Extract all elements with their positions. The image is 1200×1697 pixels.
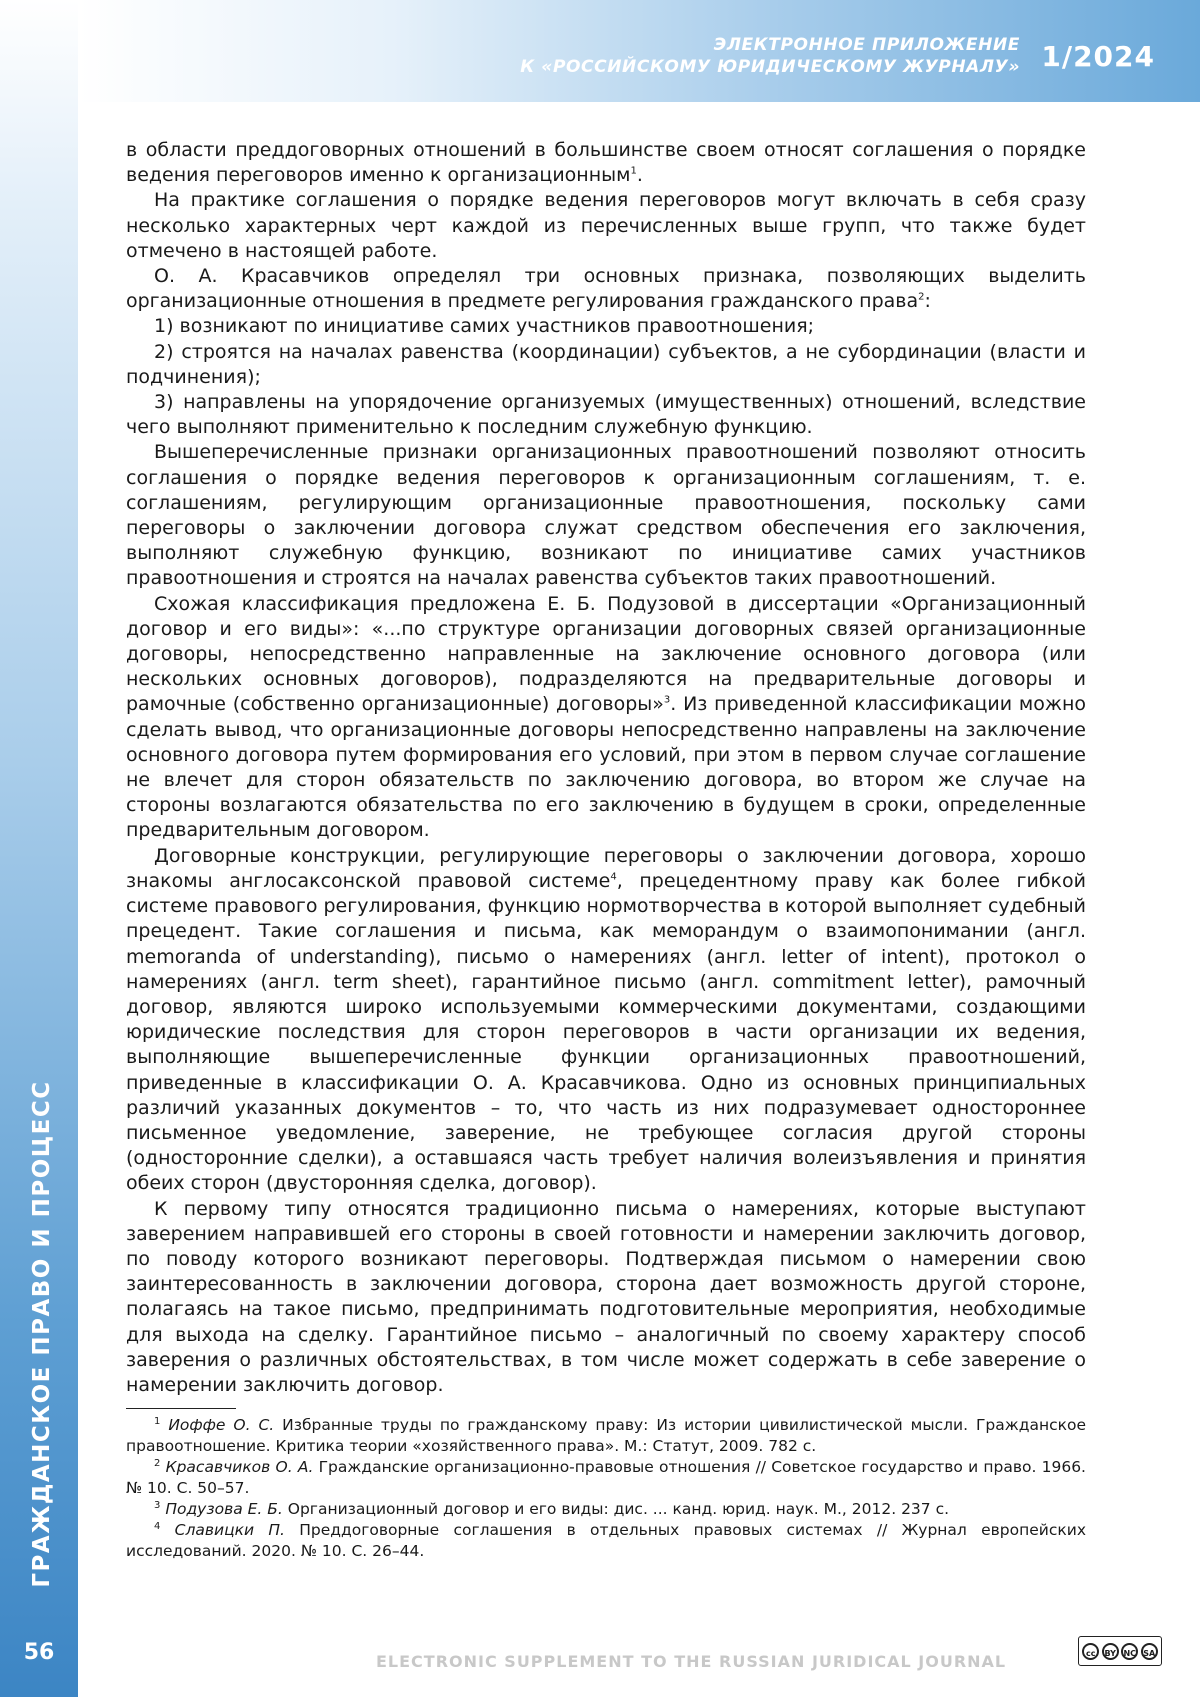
paragraph-5 xyxy=(126,592,1086,844)
paragraph-1-text: в области преддоговорных отношений в большинстве своем относят соглашения о порядке ведения переговоров именно к организационным xyxy=(126,139,1086,186)
footnote-3-author: Подузова Е. Б. xyxy=(165,1500,283,1518)
paragraph-1-end: . xyxy=(637,164,643,186)
footnote-1 xyxy=(126,1415,1086,1457)
paragraph-5-text-a: Схожая классификация предложена Е. Б. Подузовой в диссертации «Организационный договор и его виды»: «...по структуре организации договорных связей организационные договоры, непосредственно направленные на заключение основного договора (или нескольких основных договоров), подразделяются на предварительные договоры и рамочные (собственно организационные) договоры» xyxy=(126,593,1086,716)
section-title: ГРАЖДАНСКОЕ ПРАВО И ПРОЦЕСС xyxy=(22,1064,62,1604)
cc-icon: cc xyxy=(1082,1643,1099,1660)
footnote-1-text: Избранные труды по гражданскому праву: Из истории цивилистической мысли. Гражданское правоотношение. Критика теории «хозяйственного права». М.: Статут, 2009. 782 с. xyxy=(126,1416,1086,1455)
nc-icon: NC xyxy=(1121,1643,1138,1660)
list-item-2: 2) строятся на началах равенства (координации) субъектов, а не субординации (власти и подчинения); xyxy=(126,340,1086,390)
footnote-ref-1[interactable]: 1 xyxy=(630,166,636,177)
footnote-4-num: 4 xyxy=(154,1521,160,1532)
footnote-3 xyxy=(126,1499,1086,1520)
footnote-divider xyxy=(126,1408,236,1409)
paragraph-4: Вышеперечисленные признаки организационных правоотношений позволяют относить соглашения о порядке ведения переговоров к организационным соглашениям, т. е. соглашениям, регулирующим организационные правоотношения, поскольку сами переговоры о заключении договора служат средством обеспечения его заключения, выполняют служебную функцию, возникают по инициативе самих участников правоотношения и строятся на началах равенства субъектов таких правоотношений. xyxy=(126,440,1086,591)
paragraph-3-text: О. А. Красавчиков определял три основных признака, позволяющих выделить организационные отношения в предмете регулирования гражданского права xyxy=(126,265,1086,312)
paragraph-5-text-b: . Из приведенной классификации можно сделать вывод, что организационные договоры непосредственно направлены на заключение основного договора путем формирования его условий, при этом в первом случае соглашение не влечет для сторон обязательств по заключению договора, во втором же случае на стороны возлагаются обязательства по его заключению в будущем в сроки, определенные предварительным договором. xyxy=(126,693,1086,841)
footnote-3-text: Организационный договор и его виды: дис. ... канд. юрид. наук. М., 2012. 237 с. xyxy=(283,1500,949,1518)
footnote-4-author: Славицки П. xyxy=(175,1521,285,1539)
footnote-2 xyxy=(126,1457,1086,1499)
footnote-1-author: Иоффе О. С. xyxy=(168,1416,274,1434)
paragraph-3-end: : xyxy=(925,290,931,312)
page-number: 56 xyxy=(0,1640,78,1665)
sa-icon: SA xyxy=(1141,1643,1158,1660)
footnote-2-author: Красавчиков О. А. xyxy=(166,1458,314,1476)
footnote-1-num: 1 xyxy=(154,1416,160,1427)
paragraph-6 xyxy=(126,844,1086,1197)
journal-title-line2: К «РОССИЙСКОМУ ЮРИДИЧЕСКОМУ ЖУРНАЛУ» xyxy=(520,56,1020,78)
footnote-4-text: Преддоговорные соглашения в отдельных правовых системах // Журнал европейских исследований. 2020. № 10. С. 26–44. xyxy=(126,1521,1086,1560)
footnote-4 xyxy=(126,1520,1086,1562)
list-item-3: 3) направлены на упорядочение организуемых (имущественных) отношений, вследствие чего выполняют применительно к последним служебную функцию. xyxy=(126,390,1086,440)
article-body xyxy=(126,138,1086,1398)
footnote-2-num: 2 xyxy=(154,1458,160,1469)
footnote-2-text: Гражданские организационно-правовые отношения // Советское государство и право. 1966. № 10. С. 50–57. xyxy=(126,1458,1086,1497)
issue-number: 1/2024 xyxy=(1041,40,1155,73)
cc-license-badge[interactable] xyxy=(1078,1636,1162,1666)
footnote-ref-2[interactable]: 2 xyxy=(918,292,924,303)
footnote-ref-3[interactable]: 3 xyxy=(664,695,670,706)
paragraph-3 xyxy=(126,264,1086,314)
journal-title-line1: ЭЛЕКТРОННОЕ ПРИЛОЖЕНИЕ xyxy=(520,34,1020,56)
paragraph-6-text-b: , прецедентному праву как более гибкой системе правового регулирования, функцию нормотворчества в которой выполняет судебный прецедент. Такие соглашения и письма, как меморандум о взаимопонимании (англ. memoranda of understanding), письмо о намерениях (англ. letter of intent), протокол о намерениях (англ. term sheet), гарантийное письмо (англ. commitment letter), рамочный договор, являются широко используемыми коммерческими документами, создающими юридические последствия для сторон переговоров в части организации их ведения, выполняющие вышеперечисленные функции организационных правоотношений, приведенные в классификации О. А. Красавчикова. Одно из основных принципиальных различий указанных документов – то, что часть из них подразумевает одностороннее письменное уведомление, заверение, не требующее согласия другой стороны (односторонние сделки), а оставшаяся часть требует наличия волеизъявления и принятия обеих сторон (двусторонняя сделка, договор). xyxy=(126,870,1086,1194)
footnote-3-num: 3 xyxy=(154,1500,160,1511)
footnotes xyxy=(126,1402,1086,1562)
paragraph-1 xyxy=(126,138,1086,188)
by-icon: BY xyxy=(1102,1643,1119,1660)
journal-title xyxy=(520,34,1020,78)
footer-journal-name: ELECTRONIC SUPPLEMENT TO THE RUSSIAN JURIDICAL JOURNAL xyxy=(376,1652,1006,1671)
footnote-ref-4[interactable]: 4 xyxy=(610,872,616,883)
list-item-1: 1) возникают по инициативе самих участников правоотношения; xyxy=(126,314,1086,339)
paragraph-7: К первому типу относятся традиционно письма о намерениях, которые выступают заверением направившей его стороны в своей готовности и намерении заключить договор, по поводу которого возникают переговоры. Подтверждая письмом о намерении свою заинтересованность в заключении договора, сторона дает возможность другой стороне, полагаясь на такое письмо, предпринимать подготовительные мероприятия, необходимые для выхода на сделку. Гарантийное письмо – аналогичный по своему характеру способ заверения о различных обстоятельствах, в том числе может содержать в себе заверение о намерении заключить договор. xyxy=(126,1197,1086,1399)
paragraph-2: На практике соглашения о порядке ведения переговоров могут включать в себя сразу несколько характерных черт каждой из перечисленных выше групп, что также будет отмечено в настоящей работе. xyxy=(126,188,1086,264)
paragraph-6-text-a: Договорные конструкции, регулирующие переговоры о заключении договора, хорошо знакомы англосаксонской правовой системе xyxy=(126,845,1086,892)
